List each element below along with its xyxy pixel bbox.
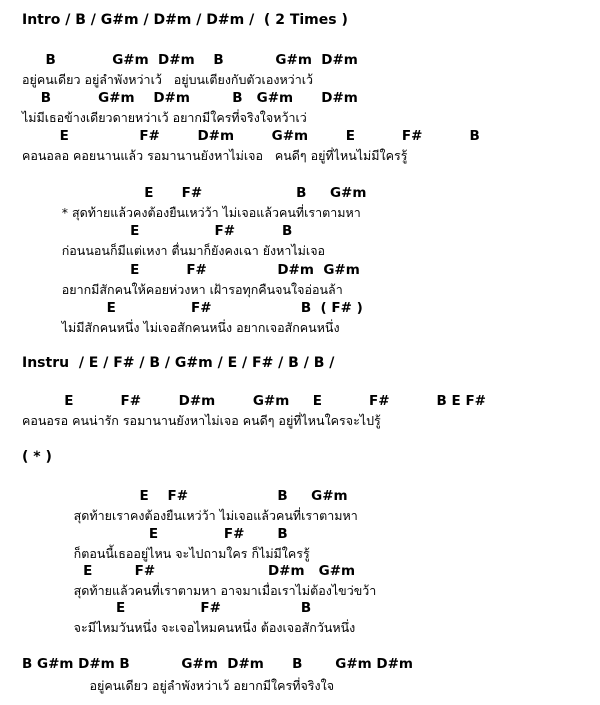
chord-line: E F# D#m G#m bbox=[22, 262, 360, 278]
lyric-line: ก็ตอนนี้เธออยู่ไหน จะไปถามใคร ก็ไม่มีใครรู้ bbox=[22, 546, 310, 561]
intro-heading: Intro / B / G#m / D#m / D#m / ( 2 Times ) bbox=[22, 12, 348, 28]
instru-heading: Instru / E / F# / B / G#m / E / F# / B / B / bbox=[22, 355, 335, 371]
lyric-line: อยู่คนเดียว อยู่ลำพังหว่าเว้ อยู่บนเตียงกับตัวเองหว่าเว้ bbox=[22, 72, 314, 87]
lyric-line: คอนอรอ คนน่ารัก รอมานานยังหาไม่เจอ คนดีๆ อยู่ที่ไหนใครจะไปรู้ bbox=[22, 413, 381, 428]
lyric-line: ไม่มีสักคนหนึ่ง ไม่เจอสักคนหนึ่ง อยากเจอสักคนหนึ่ง bbox=[22, 320, 340, 335]
lyric-line: สุดท้ายแล้วคนที่เราตามหา อาจมาเมื่อเราไม่ต้องไขว่ขว้า bbox=[22, 583, 377, 598]
chord-line: E F# D#m G#m E F# B bbox=[22, 128, 480, 144]
chord-line: E F# B G#m bbox=[22, 185, 367, 201]
chord-line: E F# B bbox=[22, 526, 288, 542]
chord-line: E F# B bbox=[22, 600, 312, 616]
lyric-line: อยู่คนเดียว อยู่ลำพังหว่าเว้ อยากมีใครที่จริงใจ bbox=[22, 678, 335, 693]
chord-line: B G#m D#m B G#m D#m bbox=[22, 52, 358, 68]
lyric-line: สุดท้ายเราคงต้องยืนเหว่ว้า ไม่เจอแล้วคนที่เราตามหา bbox=[22, 508, 358, 523]
lyric-line: ก่อนนอนก็มีแต่เหงา ตื่นมาก็ยังคงเฉา ยังหาไม่เจอ bbox=[22, 243, 326, 258]
lyric-line: จะมีไหมวันหนึ่ง จะเจอไหมคนหนึ่ง ต้องเจอสักวันหนึ่ง bbox=[22, 620, 356, 635]
chord-line: B G#m D#m B G#m D#m B G#m D#m bbox=[22, 656, 413, 672]
lyric-line: อยากมีสักคนให้คอยห่วงหา เฝ้ารอทุกคืนจนใจอ่อนล้า bbox=[22, 282, 343, 297]
lyric-line: ไม่มีเธอข้างเดียวดายหว่าเว้ อยากมีใครที่จริงใจหว้าเว่ bbox=[22, 110, 307, 125]
chord-line: B G#m D#m B G#m D#m bbox=[22, 90, 358, 106]
lyric-line: * สุดท้ายแล้วคงต้องยืนเหว่ว้า ไม่เจอแล้วคนที่เราตามหา bbox=[22, 205, 361, 220]
chorus-repeat-heading: ( * ) bbox=[22, 449, 52, 465]
chord-line: E F# B G#m bbox=[22, 488, 348, 504]
chord-line: E F# D#m G#m bbox=[22, 563, 356, 579]
chord-line: E F# B bbox=[22, 223, 293, 239]
chord-line: E F# B ( F# ) bbox=[22, 300, 363, 316]
lyric-line: คอนอลอ คอยนานแล้ว รอมานานยังหาไม่เจอ คนดีๆ อยู่ที่ไหนไม่มีใครรู้ bbox=[22, 148, 408, 163]
chord-line: E F# D#m G#m E F# B E F# bbox=[22, 393, 486, 409]
